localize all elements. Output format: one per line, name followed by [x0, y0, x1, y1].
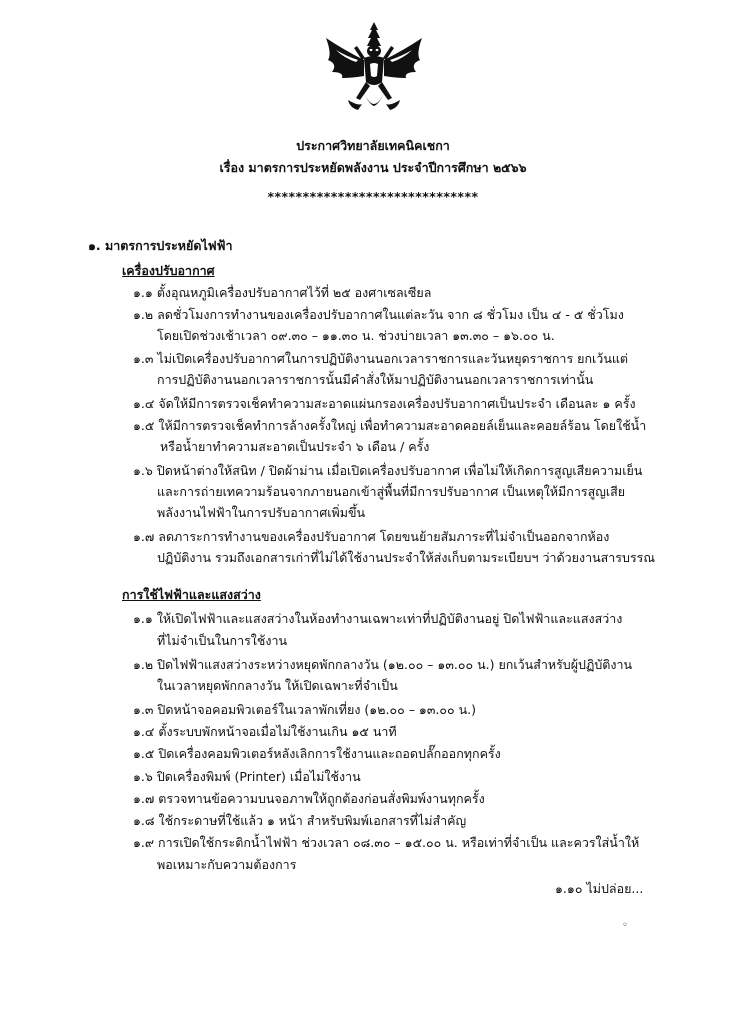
aircon-item-2: ๑.๒ ลดชั่วโมงการทำงานของเครื่องปรับอากาศในแต่ละวัน จาก ๘ ชั่วโมง เป็น ๔ - ๕ ชั่วโมง: [133, 307, 624, 322]
aircon-item-4: ๑.๔ จัดให้มีการตรวจเช็คทำความสะอาดแผ่นกรองเครื่องปรับอากาศเป็นประจำ เดือนละ ๑ ครั้ง: [133, 396, 636, 411]
aircon-item-6-cont2: พลังงานไฟฟ้าในการปรับอากาศเพิ่มขึ้น: [157, 505, 366, 520]
lighting-item-9-cont: พอเหมาะกับความต้องการ: [157, 857, 297, 872]
page-mark: ◦: [622, 920, 628, 931]
section-heading: ๑. มาตรการประหยัดไฟฟ้า: [88, 238, 233, 253]
announcement-title: ประกาศวิทยาลัยเทคนิคเชกา: [296, 138, 450, 153]
lighting-item-3: ๑.๓ ปิดหน้าจอคอมพิวเตอร์ในเวลาพักเที่ยง (๑๒.๐๐ – ๑๓.๐๐ น.): [133, 702, 476, 717]
garuda-emblem-icon: [318, 20, 430, 122]
aircon-item-7: ๑.๗ ลดภาระการทำงานของเครื่องปรับอากาศ โดยขนย้ายสัมภาระที่ไม่จำเป็นออกจากห้อง: [133, 529, 610, 544]
aircon-item-3-cont: การปฏิบัติงานนอกเวลาราชการนั้นมีคำสั่งให้มาปฏิบัติงานนอกเวลาราชการเท่านั้น: [157, 372, 594, 387]
lighting-item-1-cont: ที่ไม่จำเป็นในการใช้งาน: [157, 633, 288, 648]
aircon-item-1: ๑.๑ ตั้งอุณหภูมิเครื่องปรับอากาศไว้ที่ ๒๕ องศาเซลเซียล: [133, 285, 432, 300]
lighting-item-6: ๑.๖ ปิดเครื่องพิมพ์ (Printer) เมื่อไม่ใช้งาน: [133, 769, 361, 784]
lighting-item-2: ๑.๒ ปิดไฟฟ้าแสงสว่างระหว่างหยุดพักกลางวัน (๑๒.๐๐ – ๑๓.๐๐ น.) ยกเว้นสำหรับผู้ปฏิบัติงาน: [133, 657, 633, 672]
aircon-item-6: ๑.๖ ปิดหน้าต่างให้สนิท / ปิดผ้าม่าน เมื่อเปิดเครื่องปรับอากาศ เพื่อไม่ให้เกิดการสูญเสียความเย็น: [133, 463, 643, 478]
lighting-item-9: ๑.๙ การเปิดใช้กระติกน้ำไฟฟ้า ช่วงเวลา ๐๘.๓๐ – ๑๕.๐๐ น. หรือเท่าที่จำเป็น และควรใส่น้ำให้: [133, 835, 640, 850]
aircon-item-7-cont: ปฏิบัติงาน รวมถึงเอกสารเก่าที่ไม่ได้ใช้งานประจำให้ส่งเก็บตามระเบียบฯ ว่าด้วยงานสารบรรณ: [157, 550, 655, 565]
aircon-heading: เครื่องปรับอากาศ: [122, 263, 215, 278]
announcement-subject: เรื่อง มาตรการประหยัดพลังงาน ประจำปีการศึกษา ๒๕๖๖: [219, 160, 527, 175]
lighting-item-7: ๑.๗ ตรวจทานข้อความบนจอภาพให้ถูกต้องก่อนสั่งพิมพ์งานทุกครั้ง: [133, 791, 485, 806]
aircon-item-5: ๑.๕ ให้มีการตรวจเช็คทำการล้างครั้งใหญ่ เพื่อทำความสะอาดคอยล์เย็นและคอยล์ร้อน โดยใช้น้ำ: [133, 418, 647, 433]
aircon-item-3: ๑.๓ ไม่เปิดเครื่องปรับอากาศในการปฏิบัติงานนอกเวลาราชการและวันหยุดราชการ ยกเว้นแต่: [133, 351, 629, 366]
aircon-item-6-cont1: และการถ่ายเทความร้อนจากภายนอกเข้าสู่พื้นที่มีการปรับอากาศ เป็นเหตุให้มีการสูญเสีย: [157, 484, 626, 499]
continuation-note: ๑.๑๐ ไม่ปล่อย...: [555, 881, 644, 896]
aircon-item-2-cont: โดยเปิดช่วงเช้าเวลา ๐๙.๓๐ – ๑๑.๓๐ น. ช่วงบ่ายเวลา ๑๓.๓๐ – ๑๖.๐๐ น.: [157, 328, 555, 343]
lighting-heading: การใช้ไฟฟ้าและแสงสว่าง: [122, 587, 261, 602]
lighting-item-2-cont: ในเวลาหยุดพักกลางวัน ให้เปิดเฉพาะที่จำเป็น: [157, 678, 398, 693]
lighting-item-8: ๑.๘ ใช้กระดาษที่ใช้แล้ว ๑ หน้า สำหรับพิมพ์เอกสารที่ไม่สำคัญ: [133, 813, 467, 828]
separator-stars: ******************************: [267, 189, 479, 204]
lighting-item-5: ๑.๕ ปิดเครื่องคอมพิวเตอร์หลังเลิกการใช้งานและถอดปลั๊กออกทุกครั้ง: [133, 746, 501, 761]
aircon-item-5-cont: หรือน้ำยาทำความสะอาดเป็นประจำ ๖ เดือน / ครั้ง: [160, 439, 430, 454]
lighting-item-1: ๑.๑ ให้เปิดไฟฟ้าและแสงสว่างในห้องทำงานเฉพาะเท่าที่ปฏิบัติงานอยู่ ปิดไฟฟ้าและแสงสว่าง: [133, 611, 623, 626]
lighting-item-4: ๑.๔ ตั้งระบบพักหน้าจอเมื่อไม่ใช้งานเกิน ๑๕ นาที: [133, 724, 397, 739]
